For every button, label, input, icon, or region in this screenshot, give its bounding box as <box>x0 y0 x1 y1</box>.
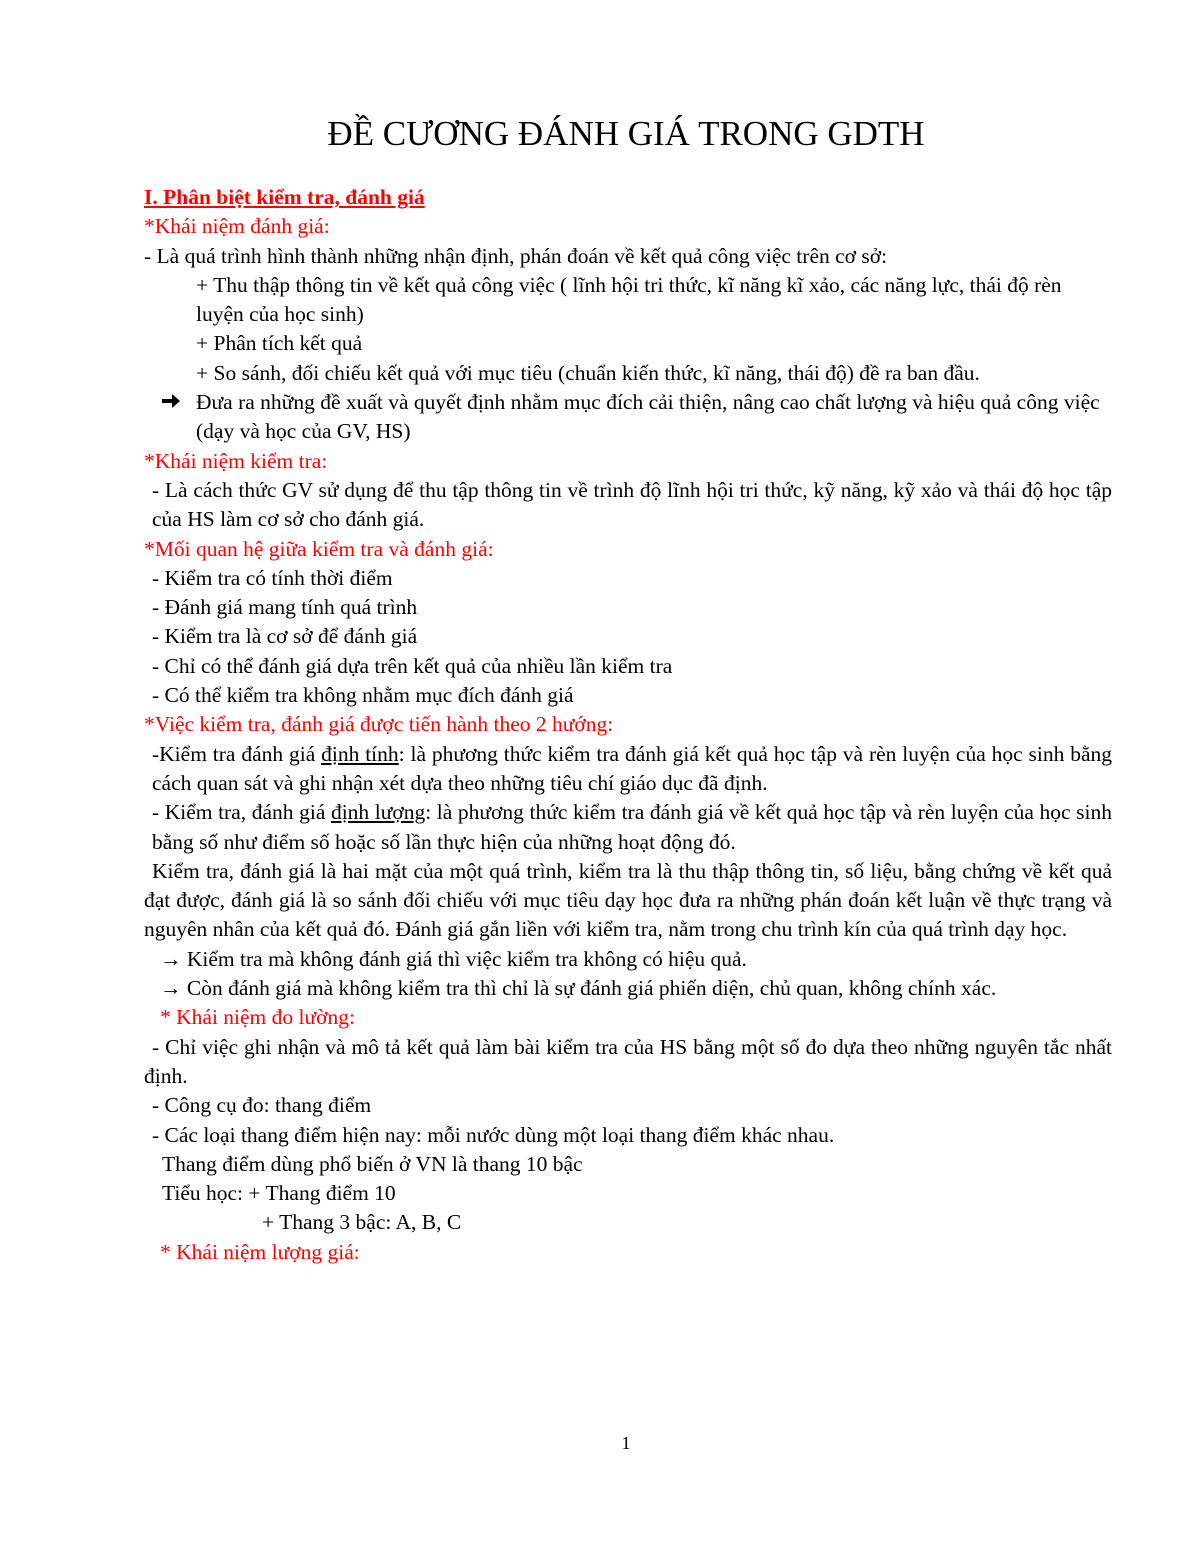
dinh-tinh-prefix: -Kiểm tra đánh giá <box>152 741 322 766</box>
section-heading: I. Phân biệt kiểm tra, đánh giá <box>144 185 425 209</box>
arrow-right-icon: → <box>160 976 182 1001</box>
quan-he-item: - Đánh giá mang tính quá trình <box>152 595 418 620</box>
document-title: ĐỀ CƯƠNG ĐÁNH GIÁ TRONG GDTH <box>327 114 925 153</box>
danh-gia-intro: - Là quá trình hình thành những nhận định, phán đoán về kết quả công việc trên cơ sở: <box>144 243 888 268</box>
conclusion-text: Đưa ra những đề xuất và quyết định nhằm mục đích cải thiện, nâng cao chất lượng và hiệu quả công việc (dạy và học của GV, HS) <box>196 390 1100 444</box>
relation-paragraph: Kiểm tra, đánh giá là hai mặt của một quá trình, kiểm tra là thu thập thông tin, số liệu, bằng chứng về kết quả đạt được, đánh giá là so sánh đối chiếu với mục tiêu dạy học đưa ra những phán đoán kết luận về thực trạng và nguyên nhân của kết quả đó. Đánh giá gắn liền với kiểm tra, nằm trong chu trình kín của quá trình dạy học. <box>144 858 1112 942</box>
quan-he-item: - Chỉ có thể đánh giá dựa trên kết quả của nhiều lần kiểm tra <box>152 653 673 678</box>
concept-heading-luong-gia: * Khái niệm lượng giá: <box>160 1239 360 1264</box>
dinh-tinh-paragraph <box>144 740 1112 799</box>
do-luong-tieu-hoc: Tiểu học: + Thang điểm 10 <box>162 1181 396 1206</box>
arrow-right-bold-icon <box>160 388 182 417</box>
concept-heading-huong: *Việc kiểm tra, đánh giá được tiến hành theo 2 hướng: <box>144 712 614 737</box>
dinh-tinh-rest: : là phương thức kiểm tra đánh giá kết quả học tập và rèn luyện của học sinh bằng cách quan sát và ghi nhận xét dựa theo những tiêu chí giáo dục đã định. <box>152 741 1113 795</box>
quan-he-item: - Kiểm tra là cơ sở để đánh giá <box>152 624 418 649</box>
do-luong-cac-loai: - Các loại thang điểm hiện nay: mỗi nước dùng một loại thang điểm khác nhau. <box>152 1122 835 1147</box>
kiem-tra-text: - Là cách thức GV sử dụng để thu tập thông tin về trình độ lĩnh hội tri thức, kỹ năng, kỹ xảo và thái độ học tập của HS làm cơ sở cho đánh giá. <box>152 477 1112 532</box>
page-number: 1 <box>621 1433 631 1453</box>
arrow-line-text: Kiểm tra mà không đánh giá thì việc kiểm tra không có hiệu quả. <box>186 946 747 971</box>
danh-gia-conclusion <box>144 388 1112 447</box>
quan-he-item: - Kiểm tra có tính thời điểm <box>152 565 393 590</box>
do-luong-text: - Chỉ việc ghi nhận và mô tả kết quả làm bài kiểm tra của HS bằng một số đo dựa theo những nguyên tắc nhất định. <box>144 1034 1112 1088</box>
arrow-line-text: Còn đánh giá mà không kiểm tra thì chỉ là sự đánh giá phiến diện, chủ quan, không chính xác. <box>186 976 997 1001</box>
danh-gia-item: + Thu thập thông tin về kết quả công việc ( lĩnh hội tri thức, kĩ năng kĩ xảo, các năng lực, thái độ rèn luyện của học sinh) <box>196 272 1062 327</box>
arrow-line <box>144 974 1112 1003</box>
concept-heading-quan-he: *Mối quan hệ giữa kiểm tra và đánh giá: <box>144 536 494 561</box>
danh-gia-item: + Phân tích kết quả <box>196 331 363 356</box>
dinh-tinh-term: định tính <box>321 741 399 766</box>
danh-gia-item: + So sánh, đối chiếu kết quả với mục tiêu (chuẩn kiến thức, kĩ năng, thái độ) đề ra ban đầu. <box>196 360 980 385</box>
dinh-luong-paragraph <box>144 798 1112 857</box>
do-luong-pho-bien: Thang điểm dùng phổ biến ở VN là thang 10 bậc <box>162 1151 583 1176</box>
do-luong-tieu-hoc: + Thang 3 bậc: A, B, C <box>262 1210 462 1235</box>
concept-heading-kiem-tra: *Khái niệm kiểm tra: <box>144 448 328 473</box>
document-body <box>144 183 1112 1267</box>
arrow-right-icon: → <box>160 946 182 971</box>
dinh-luong-term: định lượng <box>330 800 426 825</box>
arrow-line <box>144 945 1112 974</box>
concept-heading-do-luong: * Khái niệm đo lường: <box>160 1005 356 1030</box>
do-luong-cong-cu: - Công cụ đo: thang điểm <box>152 1093 372 1118</box>
dinh-luong-prefix: - Kiểm tra, đánh giá <box>152 800 331 825</box>
quan-he-item: - Có thể kiểm tra không nhằm mục đích đánh giá <box>152 683 574 708</box>
concept-heading-danh-gia: *Khái niệm đánh giá: <box>144 214 330 239</box>
dinh-luong-rest: : là phương thức kiểm tra đánh giá về kết quả học tập và rèn luyện của học sinh bằng số như điểm số hoặc số lần thực hiện của những hoạt động đó. <box>152 800 1112 854</box>
